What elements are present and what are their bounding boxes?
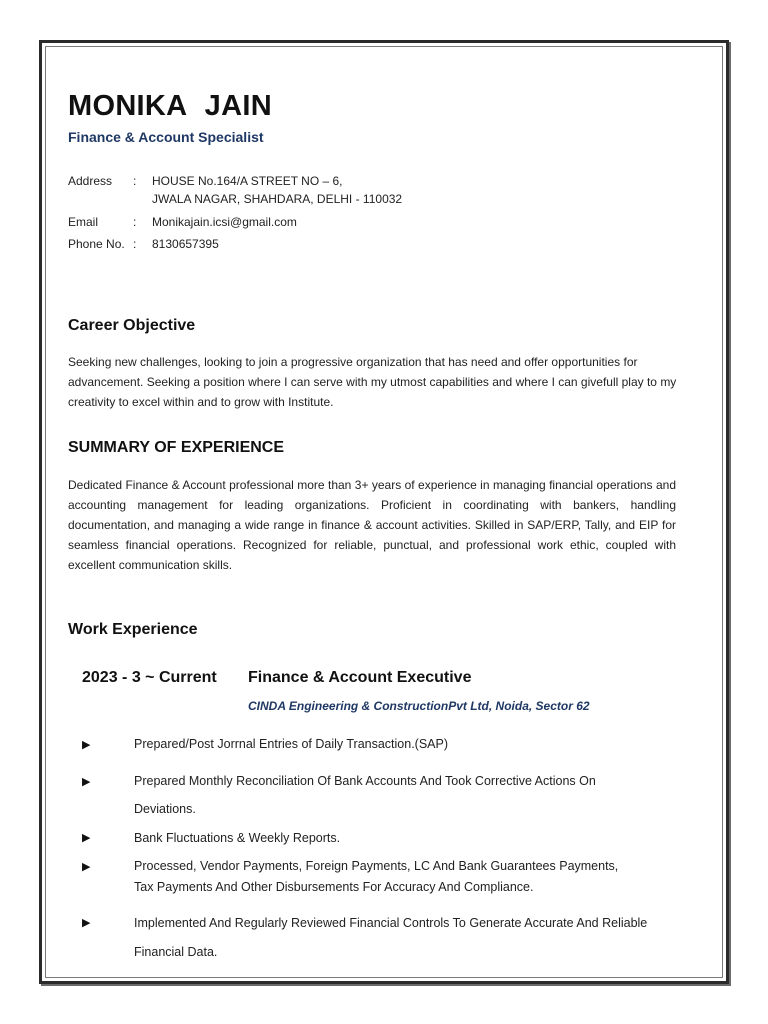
candidate-name: MONIKA JAIN (68, 90, 272, 122)
phone-value: 8130657395 (152, 237, 219, 251)
career-objective-heading: Career Objective (68, 317, 196, 334)
phone-label: Phone No. (68, 237, 125, 251)
bullet-triangle-icon: ▶ (82, 832, 91, 844)
email-separator: : (133, 215, 137, 229)
address-label: Address (68, 174, 113, 188)
summary-heading: SUMMARY OF EXPERIENCE (68, 439, 285, 456)
bullet-triangle-icon: ▶ (82, 739, 91, 751)
work-experience-heading: Work Experience (68, 621, 198, 638)
bullet-text: Bank Fluctuations & Weekly Reports. (134, 831, 341, 845)
bullet-text: Processed, Vendor Payments, Foreign Payments, LC And Bank Guarantees Payments, (134, 859, 619, 873)
phone-separator: : (133, 237, 137, 251)
summary-text: Dedicated Finance & Account professional more than 3+ years of experience in managing financial operations and accounting management for leading organizations. Proficient in coordinating with bankers, handling documentation, and managing a wide range in finance & account activities. Skilled in SAP/ERP, Tally, and EIP for seamless financial operations. Recognized for reliable, punctual, and professional work ethic, coupled with excellent communication skills. (68, 478, 676, 572)
address-line-2: JWALA NAGAR, SHAHDARA, DELHI - 110032 (152, 192, 403, 206)
bullet-text: Prepared Monthly Reconciliation Of Bank Accounts And Took Corrective Actions On (134, 774, 596, 788)
address-line-1: HOUSE No.164/A STREET NO – 6, (152, 174, 343, 188)
bullet-text-continued: Financial Data. (134, 945, 218, 959)
bullet-triangle-icon: ▶ (82, 917, 91, 929)
bullet-text: Implemented And Regularly Reviewed Financial Controls To Generate Accurate And Reliable (134, 916, 648, 930)
career-objective-text: Seeking new challenges, looking to join a progressive organization that has need and offer opportunities for advancement. Seeking a position where I can serve with my utmost capabilities and where I can givefull play to my creativity to excel within and to grow with Institute. (68, 355, 677, 409)
candidate-title: Finance & Account Specialist (68, 129, 264, 145)
address-separator: : (133, 174, 137, 188)
bullet-triangle-icon: ▶ (82, 861, 91, 873)
job-period: 2023 - 3 ~ Current (82, 669, 217, 686)
company-name: CINDA Engineering & ConstructionPvt Ltd, Noida, Sector 62 (248, 699, 590, 713)
bullet-triangle-icon: ▶ (82, 776, 91, 788)
bullet-text-continued: Tax Payments And Other Disbursements For Accuracy And Compliance. (134, 880, 534, 894)
job-title: Finance & Account Executive (248, 669, 472, 686)
email-label: Email (68, 215, 99, 229)
bullet-text: Prepared/Post Jorrnal Entries of Daily Transaction.(SAP) (134, 737, 449, 751)
bullet-text-continued: Deviations. (134, 802, 196, 816)
email-value: Monikajain.icsi@gmail.com (152, 215, 297, 229)
